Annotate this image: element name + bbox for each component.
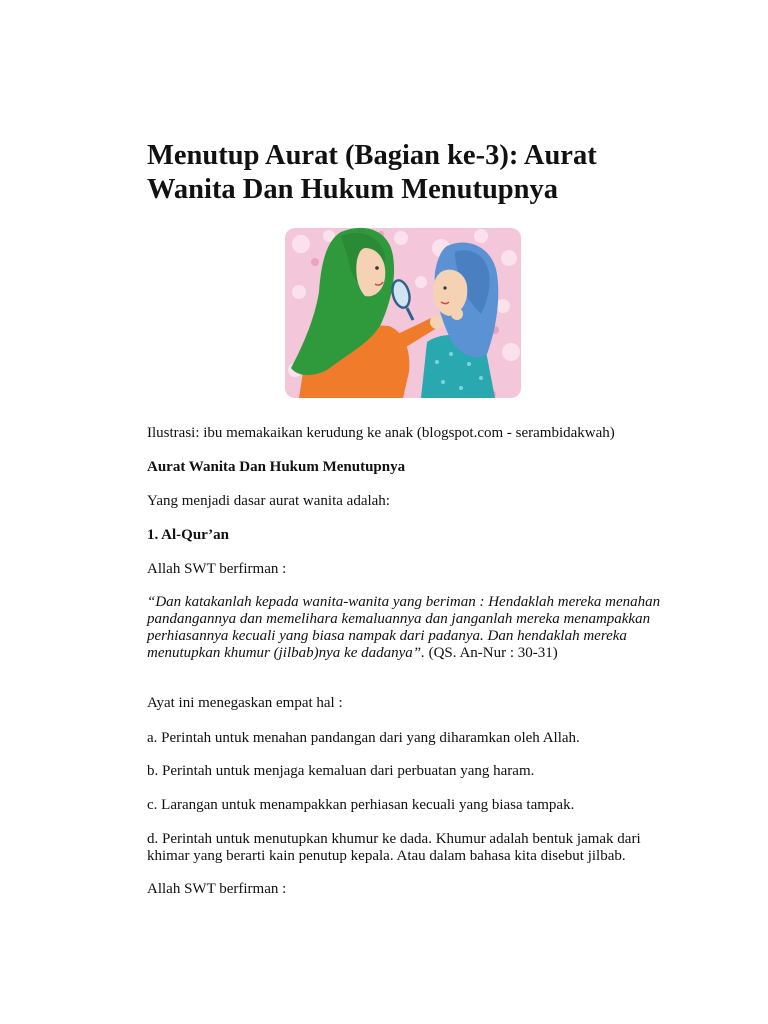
allah-said-paragraph: Allah SWT berfirman : — [147, 561, 287, 577]
mother-child-hijab-illustration — [281, 222, 523, 410]
quran-quote-paragraph — [147, 594, 667, 662]
section-heading-quran: 1. Al-Qur’an — [147, 527, 229, 543]
image-caption: Ilustrasi: ibu memakaikan kerudung ke anak (blogspot.com - serambidakwah) — [147, 425, 615, 441]
point-b: b. Perintah untuk menjaga kemaluan dari perbuatan yang haram. — [147, 763, 535, 779]
intro-paragraph: Yang menjadi dasar aurat wanita adalah: — [147, 493, 390, 509]
point-c: c. Larangan untuk menampakkan perhiasan kecuali yang biasa tampak. — [147, 797, 575, 813]
verse-intro-paragraph: Ayat ini menegaskan empat hal : — [147, 695, 343, 711]
subheading: Aurat Wanita Dan Hukum Menutupnya — [147, 459, 406, 475]
quran-quote-reference: (QS. An-Nur : 30-31) — [424, 645, 558, 661]
article-illustration — [281, 222, 523, 410]
article-title: Menutup Aurat (Bagian ke-3): Aurat Wanita Dan Hukum Menutupnya — [147, 140, 597, 205]
allah-said-paragraph-2: Allah SWT berfirman : — [147, 881, 287, 897]
quran-quote-text: “Dan katakanlah kepada wanita-wanita yang beriman : Hendaklah mereka menahan pandangannya dan memelihara kemaluannya dan janganlah mereka menampakkan perhiasannya kecuali yang biasa nampak dari padanya. Dan hendaklah mereka menutupkan khumur (jilbab)nya ke dadanya”. — [147, 594, 661, 661]
point-a: a. Perintah untuk menahan pandangan dari yang diharamkan oleh Allah. — [147, 730, 580, 746]
point-d: d. Perintah untuk menutupkan khumur ke dada. Khumur adalah bentuk jamak dari khimar yang berarti kain penutup kepala. Atau dalam bahasa kita disebut jilbab. — [147, 831, 641, 864]
